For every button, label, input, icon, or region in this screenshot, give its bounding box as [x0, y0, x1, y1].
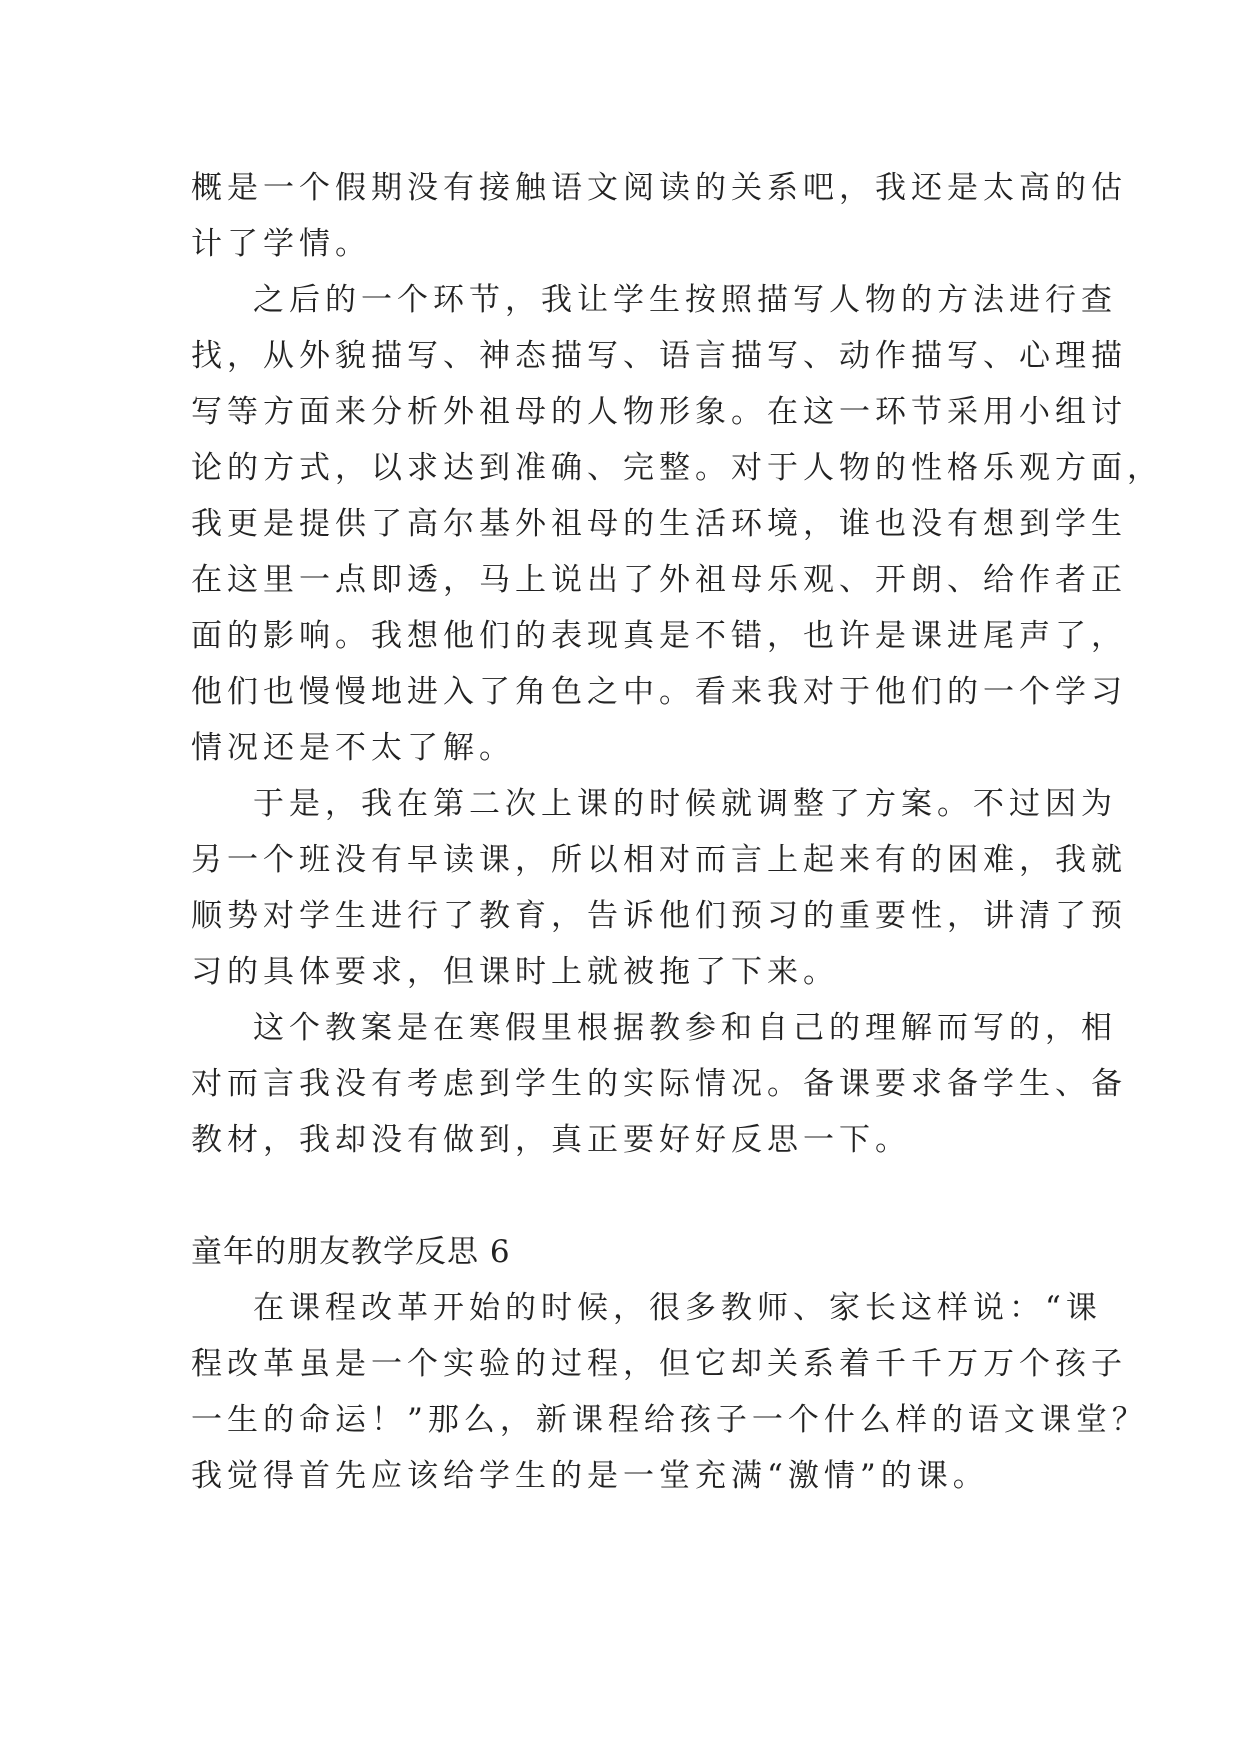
- text-line: 习的具体要求，但课时上就被拖了下来。: [191, 954, 839, 990]
- document-body: [191, 160, 1163, 1504]
- text-line: 教材，我却没有做到，真正要好好反思一下。: [191, 1122, 911, 1158]
- text-line: 另一个班没有早读课，所以相对而言上起来有的困难，我就: [191, 842, 1127, 878]
- text-line: 在这里一点即透，马上说出了外祖母乐观、开朗、给作者正: [191, 562, 1127, 598]
- text-line: 程改革虽是一个实验的过程，但它却关系着千千万万个孩子: [191, 1346, 1127, 1382]
- text-line: 一生的命运！”那么，新课程给孩子一个什么样的语文课堂？: [191, 1402, 1148, 1438]
- paragraph-2: [191, 272, 1163, 776]
- text-line: 论的方式，以求达到准确、完整。对于人物的性格乐观方面，: [191, 450, 1163, 486]
- text-line: 于是，我在第二次上课的时候就调整了方案。不过因为: [253, 786, 1117, 822]
- paragraph-4: [191, 1000, 1127, 1168]
- paragraph-5: [191, 1280, 1148, 1504]
- text-line: 这个教案是在寒假里根据教参和自己的理解而写的，相: [253, 1010, 1117, 1046]
- text-line: 对而言我没有考虑到学生的实际情况。备课要求备学生、备: [191, 1066, 1127, 1102]
- section-title: 童年的朋友教学反思 6: [191, 1234, 511, 1270]
- text-line: 他们也慢慢地进入了角色之中。看来我对于他们的一个学习: [191, 674, 1127, 710]
- text-line: 写等方面来分析外祖母的人物形象。在这一环节采用小组讨: [191, 394, 1127, 430]
- text-line: 计了学情。: [191, 226, 371, 262]
- text-line: 之后的一个环节，我让学生按照描写人物的方法进行查: [253, 282, 1117, 318]
- text-line: 在课程改革开始的时候，很多教师、家长这样说：“课: [253, 1290, 1102, 1326]
- text-line: 我觉得首先应该给学生的是一堂充满“激情”的课。: [191, 1458, 989, 1494]
- text-line: 我更是提供了高尔基外祖母的生活环境，谁也没有想到学生: [191, 506, 1127, 542]
- text-line: 情况还是不太了解。: [191, 730, 515, 766]
- text-line: 顺势对学生进行了教育，告诉他们预习的重要性，讲清了预: [191, 898, 1127, 934]
- text-line: 找，从外貌描写、神态描写、语言描写、动作描写、心理描: [191, 338, 1127, 374]
- section-spacer: [191, 1168, 1071, 1224]
- text-line: 面的影响。我想他们的表现真是不错，也许是课进尾声了，: [191, 618, 1127, 654]
- paragraph-1: [191, 160, 1127, 272]
- text-line: 概是一个假期没有接触语文阅读的关系吧，我还是太高的估: [191, 170, 1127, 206]
- paragraph-3: [191, 776, 1127, 1000]
